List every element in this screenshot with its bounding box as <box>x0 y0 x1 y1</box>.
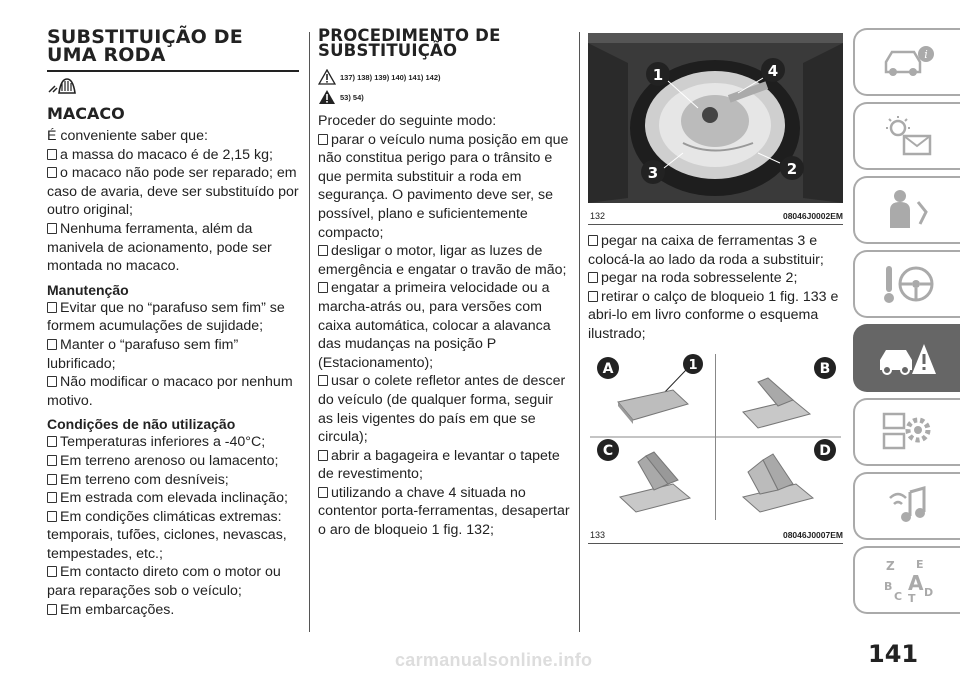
svg-text:C: C <box>893 590 902 603</box>
svg-text:E: E <box>915 558 924 571</box>
list-item: usar o colete refletor antes de descer do veículo (de qualquer forma, seguir as leis vigentes do país em que se circula); <box>318 373 566 446</box>
list-item: pegar na roda sobresselente 2; <box>588 269 843 288</box>
column-figures <box>588 33 843 544</box>
svg-text:B: B <box>883 580 892 593</box>
list-item: engatar a primeira velocidade ou a marcha-atrás ou, para versões com caixa automática, colocar a alavanca das mudanças na posição P (Estacionamento); <box>318 280 551 371</box>
list-item: Em terreno com desníveis; <box>47 471 299 490</box>
callout-1: 1 <box>652 66 664 84</box>
list-item: Em contacto direto com o motor ou para reparações sob o veículo; <box>47 564 281 600</box>
maintenance-heading: Manutenção <box>47 281 129 298</box>
panel-label-b: B <box>819 360 831 377</box>
list-item: pegar na caixa de ferramentas 3 e colocá-la ao lado da roda a substituir; <box>588 233 824 268</box>
callout-2: 2 <box>786 160 798 178</box>
checkbox-bullet-icon <box>47 511 57 522</box>
checkbox-bullet-icon <box>318 375 328 386</box>
list-item: Em embarcações. <box>47 601 299 620</box>
column-procedure <box>318 28 570 540</box>
column-divider <box>309 32 310 632</box>
checkbox-bullet-icon <box>318 245 328 256</box>
figure-133 <box>588 352 843 544</box>
svg-text:i: i <box>923 48 928 61</box>
tab-vehicle-info[interactable] <box>853 28 960 96</box>
conditions-heading: Condições de não utilização <box>47 416 236 433</box>
column-divider <box>579 32 580 632</box>
tab-safety[interactable] <box>853 176 960 244</box>
checkbox-bullet-icon <box>47 474 57 485</box>
music-note-icon <box>880 484 936 528</box>
list-item: o macaco não pode ser reparado; em caso de avaria, deve ser substituído por outro original; <box>47 165 299 219</box>
list-item: abrir a bagageira e levantar o tapete de revestimento; <box>318 447 560 483</box>
checkbox-bullet-icon <box>588 272 598 283</box>
chapter-tabs <box>853 28 960 620</box>
list-item: utilizando a chave 4 situada no contentor porta-ferramentas, desapertar o aro de bloqueio 1 fig. 132; <box>318 484 570 539</box>
list-item: Não modificar o macaco por nenhum motivo. <box>47 374 293 409</box>
alphabet-index-icon <box>880 556 936 604</box>
wheel-chock-steps-illustration <box>588 352 843 522</box>
list-item: Em estrada com elevada inclinação; <box>47 489 299 508</box>
tab-index[interactable] <box>853 546 960 614</box>
page-number: 141 <box>868 640 919 668</box>
jack-heading: MACACO <box>47 104 125 123</box>
seat-belt-icon <box>880 188 936 232</box>
checkbox-bullet-icon <box>47 455 57 466</box>
tire-pressure-icon <box>47 78 299 100</box>
tab-multimedia[interactable] <box>853 472 960 540</box>
checkbox-bullet-icon <box>318 450 328 461</box>
checkbox-bullet-icon <box>318 487 328 498</box>
panel-label-a: A <box>602 360 614 377</box>
list-item: Evitar que no “parafuso sem fim” se formem acumulações de sujidade; <box>47 299 285 335</box>
checkbox-bullet-icon <box>318 134 328 145</box>
tab-starting-driving[interactable] <box>853 250 960 318</box>
checkbox-bullet-icon <box>588 291 598 302</box>
chock-callout: 1 <box>688 357 698 373</box>
checkbox-bullet-icon <box>588 235 598 246</box>
panel-label-c: C <box>602 442 614 459</box>
tab-maintenance[interactable] <box>853 398 960 466</box>
tab-emergency[interactable] <box>853 324 960 392</box>
warning-triangle-icon <box>318 69 336 85</box>
list-item: a massa do macaco é de 2,15 kg; <box>47 146 299 165</box>
list-item: Em terreno arenoso ou lamacento; <box>47 452 299 471</box>
checkbox-bullet-icon <box>47 604 57 615</box>
svg-text:D: D <box>923 586 933 599</box>
panel-label-d: D <box>819 442 831 459</box>
warning-light-envelope-icon <box>880 114 936 158</box>
trunk-spare-wheel-illustration <box>588 33 843 203</box>
list-item: Temperaturas inferiores a -40°C; <box>47 433 299 452</box>
checkbox-bullet-icon <box>47 149 57 160</box>
section-title: SUBSTITUIÇÃO DE UMA RODA <box>47 26 243 66</box>
list-item: Manter o “parafuso sem fim” lubrificado; <box>47 336 239 372</box>
procedure-intro: Proceder do seguinte modo: <box>318 113 497 129</box>
footer-watermark: carmanualsonline.info <box>395 650 593 670</box>
car-info-icon <box>880 42 936 82</box>
checkbox-bullet-icon <box>47 566 57 577</box>
list-item: Em condições climáticas extremas: temporais, tufões, ciclones, nevascas, tempestades, etc.; <box>47 508 287 562</box>
list-item: retirar o calço de bloqueio 1 fig. 133 e abri-lo em livro conforme o esquema ilustrado; <box>588 288 839 342</box>
car-emergency-icon <box>876 336 940 380</box>
title-rule <box>47 70 299 72</box>
checkbox-bullet-icon <box>47 492 57 503</box>
figure-caption: 133 08046J0007EM <box>588 527 843 544</box>
callout-3: 3 <box>647 164 659 182</box>
key-steering-wheel-icon <box>880 262 936 306</box>
caution-triangle-icon <box>318 89 336 105</box>
callout-4: 4 <box>767 62 779 80</box>
figure-132 <box>588 33 843 225</box>
tab-lights-messages[interactable] <box>853 102 960 170</box>
svg-text:A: A <box>907 571 923 595</box>
figure-caption: 132 08046J0002EM <box>588 208 843 225</box>
list-item: parar o veículo numa posição em que não constitua perigo para o trânsito e que permita substituir a roda em segurança. O pavimento deve ser, se possível, plano e suficientemente compacto; <box>318 131 569 241</box>
svg-text:Z: Z <box>885 559 895 573</box>
checkbox-bullet-icon <box>47 302 57 313</box>
svg-text:T: T <box>907 592 916 604</box>
gears-icon <box>880 410 936 454</box>
checkbox-bullet-icon <box>318 282 328 293</box>
checkbox-bullet-icon <box>47 167 57 178</box>
checkbox-bullet-icon <box>47 376 57 387</box>
procedure-title: PROCEDIMENTO DE SUBSTITUIÇÃO <box>318 26 501 60</box>
checkbox-bullet-icon <box>47 436 57 447</box>
checkbox-bullet-icon <box>47 223 57 234</box>
checkbox-bullet-icon <box>47 339 57 350</box>
column-jack <box>47 28 299 619</box>
caution-refs: 53) 54) <box>318 88 570 106</box>
list-item: desligar o motor, ligar as luzes de emergência e engatar o travão de mão; <box>318 243 567 278</box>
list-item: Nenhuma ferramenta, além da manivela de acionamento, pode ser montada no macaco. <box>47 220 272 275</box>
jack-intro: É conveniente saber que: <box>47 128 208 144</box>
warning-refs: 137) 138) 139) 140) 141) 142) <box>318 68 570 86</box>
